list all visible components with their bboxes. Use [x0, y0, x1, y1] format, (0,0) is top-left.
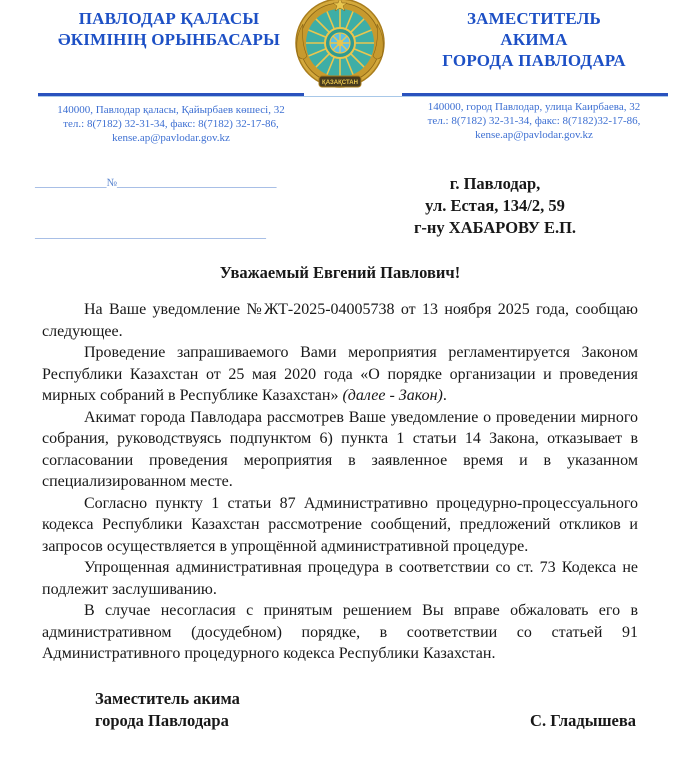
reference-blank-line: __________________________________________: [35, 228, 266, 240]
paragraph-law-main: Проведение запрашиваемого Вами мероприятия регламентируется Законом Республики Казахстан от 25 мая 2020 года «О порядке организации и проведения мирных собраний в Республике Казахстан»: [42, 344, 638, 404]
signature-block: [42, 688, 638, 732]
header-rule-thin: [38, 96, 668, 97]
sender-address-kazakh-email: kense.ap@pavlodar.gov.kz: [112, 132, 230, 144]
paragraph-law-reference: [42, 342, 638, 407]
sender-address-russian-line1: 140000, город Павлодар, улица Каирбаева, 32: [427, 101, 641, 113]
signer-position: [42, 688, 240, 732]
header-rule-left: [38, 93, 304, 96]
sender-address-russian: [398, 100, 670, 142]
reference-number-line: _____________№_____________________________: [35, 177, 277, 189]
kazakhstan-emblem-icon: [293, 0, 387, 94]
kazakhstan-emblem-svg: [293, 0, 387, 94]
paragraph-refusal: Акимат города Павлодара рассмотрев Ваше уведомление о проведении мирного собрания, руководствуясь подпунктом 6) пункта 1 статьи 14 Закона, отказывает в согласовании проведения мероприятия в заявленное время и в указанном специализированном месте.: [42, 408, 638, 490]
paragraph-appeal-rights: В случае несогласия с принятым решением Вы вправе обжаловать его в административном (досудебном) порядке, в соответствии со статьей 91 Административного процедурного кодекса Республики Казахстан.: [42, 602, 638, 662]
salutation: Уважаемый Евгений Павлович!: [219, 263, 461, 282]
addressee-street: ул. Естая, 134/2, 59: [425, 196, 565, 215]
sender-title-kazakh-line1: ПАВЛОДАР ҚАЛАСЫ: [78, 9, 260, 28]
signer-position-line2: города Павлодара: [95, 711, 229, 730]
reference-number-block: [35, 141, 277, 277]
addressee-block: [378, 173, 612, 239]
sender-address-kazakh-line1: 140000, Павлодар қаласы, Қайырбаев көшесі, 32: [57, 104, 285, 116]
paragraph-notification: На Ваше уведомление №ЖТ-2025-04005738 от 13 ноября 2025 года, сообщаю следующее.: [42, 301, 638, 340]
header-rule-right: [402, 93, 668, 96]
paragraph-simplified-procedure: Упрощенная административная процедура в соответствии со ст. 73 Кодекса не подлежит заслушиванию.: [42, 559, 638, 598]
sender-address-kazakh-line2: тел.: 8(7182) 32-31-34, факс: 8(7182) 32-17-86,: [63, 118, 279, 130]
addressee-city: г. Павлодар,: [449, 174, 541, 193]
sender-title-russian-line3: ГОРОДА ПАВЛОДАРА: [442, 51, 626, 70]
sender-title-kazakh: [28, 8, 310, 50]
paragraph-law-period: .: [442, 387, 447, 404]
addressee-name: г-ну ХАБАРОВУ Е.П.: [413, 218, 577, 237]
signer-name: С. Гладышева: [530, 711, 636, 730]
sender-address-kazakh: [34, 103, 308, 145]
paragraph-law-note: (далее - Закон): [338, 387, 443, 404]
letter-body: [42, 299, 638, 665]
sender-address-russian-line2: тел.: 8(7182) 32-31-34, факс: 8(7182)32-17-86,: [427, 115, 641, 127]
emblem-banner-text: ҚАЗАҚСТАН: [322, 80, 358, 86]
sender-address-russian-email: kense.ap@pavlodar.gov.kz: [475, 129, 593, 141]
sender-title-russian-line2: АКИМА: [500, 30, 568, 49]
sender-title-kazakh-line2: ӘКІМІНІҢ ОРЫНБАСАРЫ: [57, 30, 281, 49]
signer-position-line1: Заместитель акима: [95, 689, 240, 708]
sender-title-russian: [398, 8, 670, 71]
paragraph-procedure-code: Согласно пункту 1 статьи 87 Административно процедурно-процессуального кодекса Республики Казахстан рассмотрение сообщений, предложений откликов и запросов осуществляется в упрощённой административной процедуре.: [42, 494, 638, 555]
sender-title-russian-line1: ЗАМЕСТИТЕЛЬ: [466, 9, 602, 28]
